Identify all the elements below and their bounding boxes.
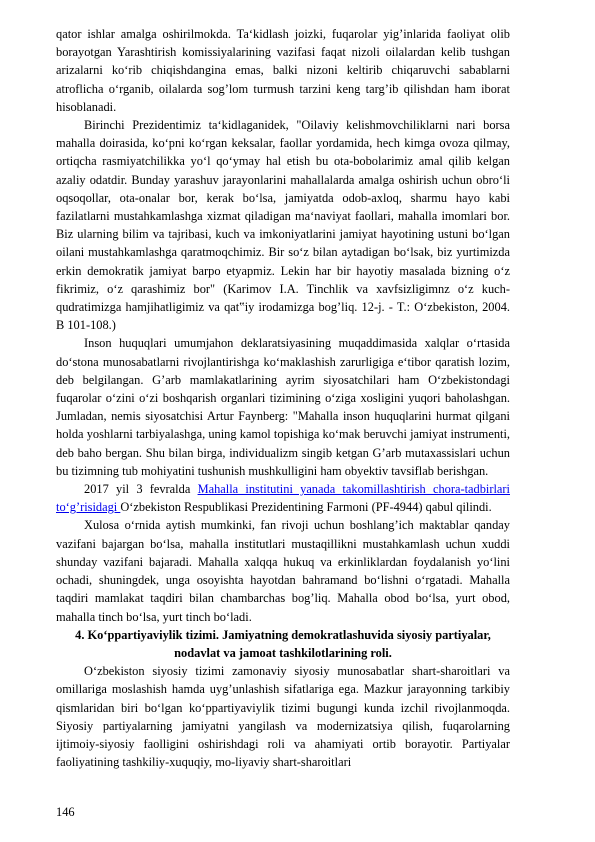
paragraph: Inson huquqlari umumjahon deklaratsiyasining muqaddimasida xalqlar o‘rtasida do‘stona munosabatlarni rivojlantirishga ko‘maklashish zarurligiga e‘tibor qaratish lozim, deb belgilangan. G’arb mamlakatlarining ayrim siyosatchilari ham O‘zbekistondagi fuqarolar o‘zini o‘zi boshqarish organlari tizimining o‘ziga xosligini yuqori baholashgan. Jumladan, nemis siyosatchisi Artur Faynberg: "Mahalla inson huquqlarini hurmat qilgani holda yoshlarni tarbiyalashga, uning kamol topishiga ko‘mak beruvchi jamiyat instrumenti, deb baho bergan. Shu bilan birga, individualizm singib ketgan G’arb mutaxassislari uchun bu tizimning tub mohiyatini tushunish mushkulligini ham obyektiv tavsiflab berishgan. [56, 336, 510, 478]
decree-link[interactable]: Mahalla institutini yanada takomillashtirish chora-tadbirlari [197, 482, 510, 497]
paragraph: Birinchi Prezidentimiz ta‘kidlaganidek, "Oilaviy kelishmovchiliklarni nari borsa mahalla doirasida, ko‘pni ko‘rgan keksalar, faollar yordamida, hech kimga ovoza qilmay, ortiqcha rasmiyatchilikka yo‘l qo‘ymay hal etish bu ota-bobolarimiz amal qilib kelgan azaliy odatdir. Bunday yarashuv jarayonlarini mahallalarda amalga oshirish uchun obro‘li oqsoqollar, ota-onalar bor, kerak bo‘lsa, jamiyatda odob-axloq, sharmu hayo kabi fazilatlarni mustahkamlashga xizmat qiladigan ma‘naviyat faollari, mahalla imomlari bor. Biz ularning bilim va tajribasi, kuch va imkoniyatlarini jamiyat hayotining ustuni bo‘lgan oilani mustahkamlashga qaratmoqchimiz. Bir so‘z bilan aytadigan bo‘lsak, biz yurtimizda erkin demokratik jamiyat barpo etyapmiz. Lekin har bir hayotiy masalada bizning o‘z fikrimiz, o‘z qarashimiz bor" (Karimov I.A. Tinchlik va xavfsizligimnz o‘z kuch-qudratimizga hamjihatligimiz va qat‟iy irodamizga bog’liq. 12-j. - T.: O‘zbekiston, 2004. B 101-108.) [56, 118, 510, 333]
section-heading: 4. Ko‘ppartiyaviylik tizimi. Jamiyatning demokratlashuvida siyosiy partiyalar, nodavlat va jamoat tashkilotlarining roli. [75, 627, 491, 660]
decree-link-continued[interactable]: to‘g’risidagi [56, 500, 121, 515]
paragraph: Xulosa o‘rnida aytish mumkinki, fan rivoji uchun boshlang’ich maktablar qanday vazifani bajargan bo‘lsa, mahalla institutlari mustaqillikni mustahkamlash uchun xuddi shunday vazifani bajaradi. Mahalla xalqqa hukuq va erkinliklardan foydalanish yo‘lini ochadi, shuningdek, unga osoyishta hayotdan bahramand bo‘lishni o‘rgatadi. Mahalla taqdiri mamlakat taqdiri bilan chambarchas bog’liq. Mahalla obod bo‘lsa, yurt obod, mahalla tinch bo‘lsa, yurt tinch bo‘ladi. [56, 518, 510, 624]
paragraph: O‘zbekiston siyosiy tizimi zamonaviy siyosiy munosabatlar shart-sharoitlari va omillariga moslashish hamda uyg’unlashish sifatlariga ega. Mazkur jarayonning tarkibiy qismlaridan biri bo‘lgan ko‘ppartiyaviylik tizimi bugungi kunda izchil rivojlanmoqda. Siyosiy partiyalarning jamiyatni yangilash va modernizatsiya qilish, fuqarolarning ijtimoiy-siyosiy faolligini oshirishdagi roli va ahamiyati ortib borayotir. Partiyalar faoliyatining tashkiliy-xuquqiy, mo-liyaviy shart-sharoitlari [56, 664, 510, 770]
paragraph-with-links [56, 480, 510, 516]
paragraph-text: 2017 yil 3 fevralda [84, 482, 198, 497]
document-page [56, 25, 510, 771]
paragraph-text: O‘zbekiston Respublikasi Prezidentining Farmoni (PF-4944) qabul qilindi. [120, 500, 492, 515]
paragraph: qator ishlar amalga oshirilmokda. Ta‘kidlash joizki, fuqarolar yig’inlarida faoliyat olib borayotgan Yarashtirish komissiyalarining vazifasi faqat nizoli oilalardan kelib tushgan arizalarni ko‘rib chiqishdangina emas, balki nizoni keltirib chiqaruvchi sabablarni atroflicha o‘rganib, oilalarda sog’lom turmush tarzini keng targ’ib qilishdan ham iborat hisoblanadi. [56, 27, 510, 114]
page-number: 146 [56, 805, 75, 819]
